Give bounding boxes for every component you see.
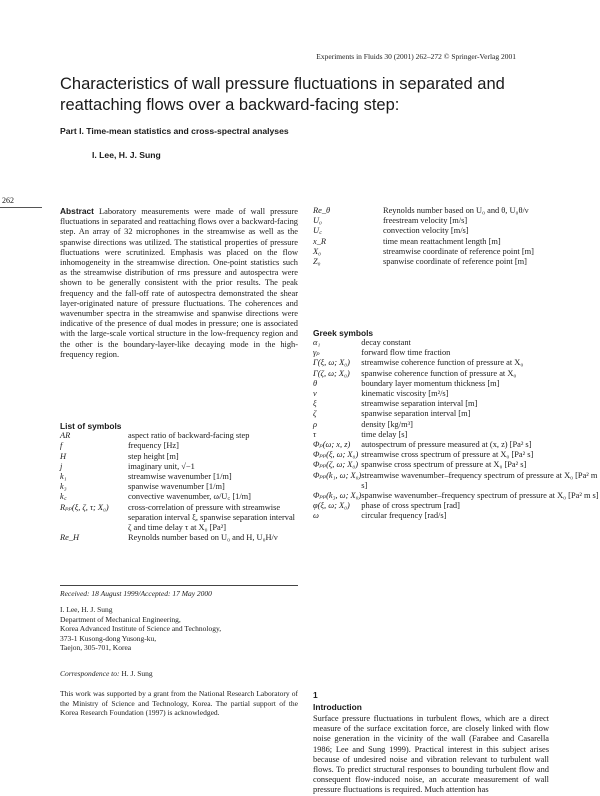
symbol-row [60,452,298,462]
symbol-row [313,206,549,216]
symbol: ζ [313,409,317,419]
symbol-description: decay constant [361,338,411,347]
symbol: Re_H [60,533,80,543]
symbol-row [313,409,600,419]
correspondence-label: Correspondence to: [60,669,120,678]
symbol-description: streamwise coordinate of reference point [m] [383,246,534,256]
symbol-row [60,441,298,451]
affiliation [60,605,298,653]
symbol-description: forward flow time fraction [361,348,451,358]
symbol-description: density [kg/m³] [361,419,413,429]
symbol-description: frequency [Hz] [128,441,179,451]
symbol: θ [313,378,318,388]
greek-symbols-heading: Greek symbols [313,328,374,338]
symbol-description: freestream velocity [m/s] [383,216,468,226]
symbol-description: Reynolds number based on U₀ and θ, U₀θ/ν [383,206,529,215]
symbol-row [313,247,549,257]
symbol: Φₚₚ(k₁, ω; X₀) [313,470,362,480]
symbol: f [60,441,63,451]
symbol-row [313,491,600,501]
symbol-row [313,226,549,236]
symbol-description: spanwise wavenumber–frequency spectrum of pressure at X₀ [Pa² m s] [361,491,599,501]
symbol: X₀ [313,246,322,256]
symbol: k₃ [60,482,67,492]
symbol: Z₀ [313,257,321,267]
footnote-rule [60,585,298,586]
symbol-description: time delay [s] [361,429,408,439]
symbol: Φₚ(ω; x, z) [313,440,351,450]
symbols-heading: List of symbols [60,421,122,431]
symbol: ν [313,389,317,399]
symbol-row [313,420,600,430]
symbol-description: convective wavenumber, ω/U꜀ [1/m] [128,492,251,502]
affiliation-line: 373-1 Kusong-dong Yusong-ku, [60,633,157,643]
correspondence-name: H. J. Sung [121,669,153,678]
section-title: Introduction [313,702,362,712]
symbol-row [60,462,298,472]
symbol: ξ [313,399,317,409]
symbol-row [313,369,600,379]
symbols-table-left [60,431,298,543]
section-number: 1 [313,690,318,700]
symbol: k꜀ [60,492,67,502]
symbol-row [313,501,600,511]
symbol: Γ(ζ, ω; X₀) [313,368,350,378]
abstract [60,206,298,360]
symbol: k₁ [60,472,67,482]
symbol-row [313,237,549,247]
paper-title: Characteristics of wall pressure fluctuations in separated and reattaching flows over a backward-facing step: [60,75,505,114]
symbol: φ(ξ, ω; X₀) [313,501,350,511]
symbol-row [60,482,298,492]
symbol: U₀ [313,216,322,226]
symbols-list-left [60,421,298,543]
acknowledgement: This work was supported by a grant from the National Research Laboratory of the Ministry of Science and Technology, Korea. The partial support of the Korea Research Foundation (1997) is acknowledged. [60,689,298,718]
symbol-description: imaginary unit, √−1 [128,461,195,471]
symbol: x_R [313,236,327,246]
symbol-row [313,471,600,491]
abstract-text: Laboratory measurements were made of wall pressure fluctuations in separated and reattaching flows over a backward-facing step. An array of 32 microphones in the streamwise as well as the spanwise directions was utilized. The statistical properties of pressure fluctuations were scrutinized. Emphasis was placed on the flow inhomogeneity in the streamwise direction. One-point statistics such as the streamwise distribution of rms pressure and autospectra were shown to be generally consistent with the prior results. The peak frequency and the fall-off rate of autospectra demonstrated the shear layer-originated nature of pressure fluctuations. The coherences and wavenumber spectra in the streamwise and spanwise directions were indicative of the presence of dual modes in pressure; one is associated with the large-scale vortical structure in the low-frequency region and the other is the boundary-layer-like decaying mode in the high-frequency region. [60,207,298,359]
symbol: U꜀ [313,226,322,236]
abstract-label: Abstract [60,206,94,216]
journal-header: Experiments in Fluids 30 (2001) 262–272 © Springer-Verlag 2001 [316,52,516,61]
symbol-row [313,511,600,521]
symbol-description: convection velocity [m/s] [383,226,469,236]
symbol-description: circular frequency [rad/s] [361,511,447,521]
symbol-row [60,472,298,482]
symbol-row [313,389,600,399]
symbol: Re_θ [313,206,331,215]
symbol-row [60,431,298,441]
symbol: j [60,461,63,471]
greek-symbols-list [313,338,600,522]
symbol: Φₚₚ(ζ, ω; X₀) [313,460,359,470]
symbol-description: streamwise separation interval [m] [361,399,478,409]
symbol-row [313,450,600,460]
affiliation-line: Korea Advanced Institute of Science and Technology, [60,624,222,634]
symbol-description: streamwise wavenumber–frequency spectrum of pressure at X₀ [Pa² m s] [361,470,598,490]
symbol: Rₚₚ(ξ, ζ, τ; X₀) [60,502,109,512]
symbol: γₚ [313,348,320,358]
symbol-row [313,338,600,348]
symbol-row [60,492,298,502]
greek-symbols-table [313,338,600,522]
symbol-row [313,358,600,368]
symbol-description: streamwise wavenumber [1/m] [128,472,232,482]
page-number: 262 [2,196,14,205]
symbol-row [60,533,298,543]
symbol-row [313,348,600,358]
symbol-row [60,503,298,534]
symbol-row [313,460,600,470]
symbols-list-right [313,206,549,267]
symbol-row [313,430,600,440]
symbol-description: phase of cross spectrum [rad] [361,501,460,511]
paper-subtitle: Part I. Time-mean statistics and cross-spectral analyses [60,126,289,136]
symbol-row [313,399,600,409]
symbol-description: kinematic viscosity [m²/s] [361,389,449,399]
symbol-row [313,216,549,226]
symbol-description: streamwise coherence function of pressure at X₀ [361,358,524,368]
symbol-description: spanwise separation interval [m] [361,409,471,419]
symbol: Γ(ξ, ω; X₀) [313,358,350,368]
affiliation-line: I. Lee, H. J. Sung [60,605,113,614]
symbol: ω [313,511,319,521]
symbol-row [313,440,600,450]
symbol-description: autospectrum of pressure measured at (x, z) [Pa² s] [361,440,532,450]
symbol-description: aspect ratio of backward-facing step [128,431,250,441]
symbol-row [313,379,600,389]
symbol-description: streamwise cross spectrum of pressure at X₀ [Pa² s] [361,450,534,460]
symbols-table-right [313,206,549,267]
symbol-description: step height [m] [128,451,179,461]
correspondence [60,669,153,678]
symbol: AR [60,431,71,441]
symbol-description: cross-correlation of pressure with streamwise separation interval ξ, spanwise separation interval ζ and time delay τ at X₀ [Pa²] [128,502,295,533]
symbol: τ [313,429,316,439]
symbol-description: spanwise coordinate of reference point [m] [383,257,527,267]
symbol-description: boundary layer momentum thickness [m] [361,378,500,388]
symbol-row [313,257,549,267]
symbol: α₁ [313,338,321,347]
symbol: Φₚₚ(ξ, ω; X₀) [313,450,359,460]
symbol-description: spanwise coherence function of pressure at X₀ [361,368,517,378]
symbol: H [60,451,67,461]
symbol-description: Reynolds number based on U₀ and H, U₀H/ν [128,533,278,543]
affiliation-line: Department of Mechanical Engineering, [60,614,181,624]
introduction-text: Surface pressure fluctuations in turbulent flows, which are a direct measure of the surface excitation force, are closely linked with flow noise generation in the vicinity of the wall (Farabee and Casarella 1986; Lee and Sung 1999). Practical interest in this subject arises because of undesired noise and vibration relevant to turbulent wall flows. To predict structural responses to bounding turbulent flow and consequent flow-induced noise, an accurate measurement of wall pressure fluctuations is required. Much attention has [313,714,549,795]
author-line: I. Lee, H. J. Sung [92,150,161,160]
symbol-description: spanwise wavenumber [1/m] [128,482,225,492]
symbol: Φₚₚ(k₃, ω; X₀) [313,491,362,501]
received-dates: Received: 18 August 1999/Accepted: 17 May 2000 [60,589,212,598]
symbol-description: spanwise cross spectrum of pressure at X₀ [Pa² s] [361,460,527,470]
symbol-description: time mean reattachment length [m] [383,236,501,246]
page-number-rule [0,207,42,208]
affiliation-line: Taejon, 305-701, Korea [60,643,132,653]
symbol: ρ [313,419,318,429]
